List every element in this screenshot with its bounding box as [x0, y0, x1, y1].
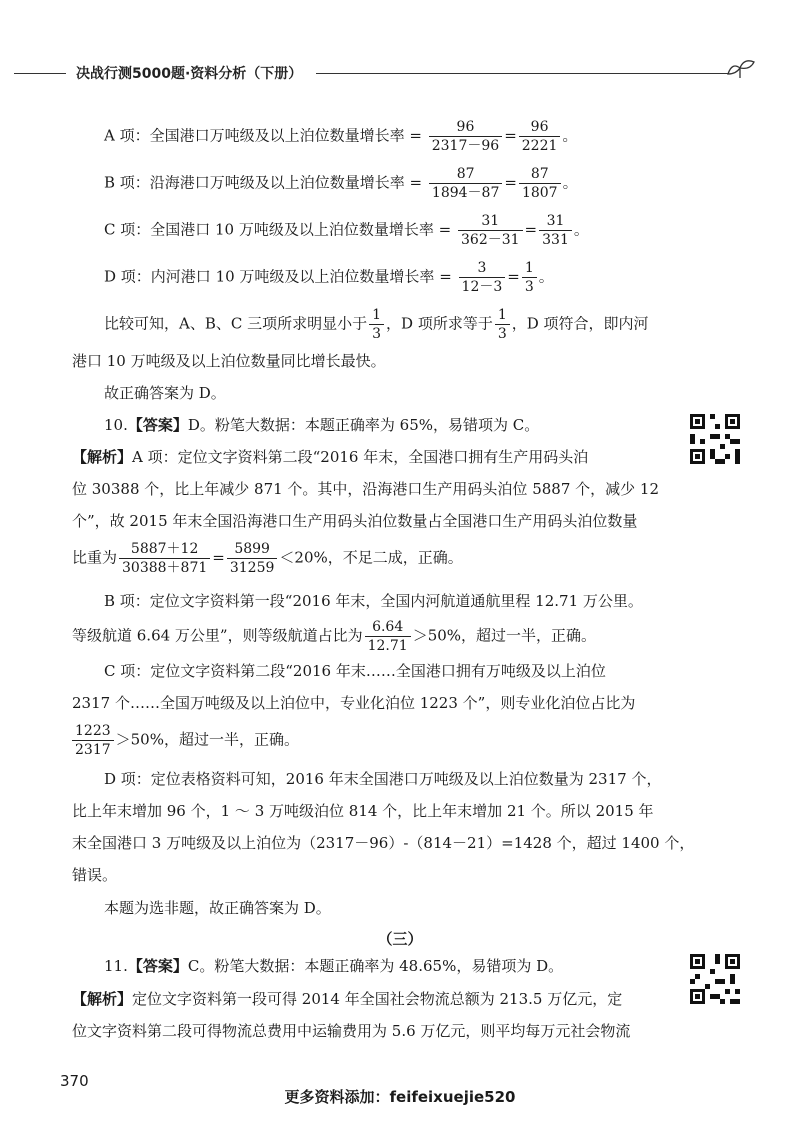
text: 定位文字资料第一段可得 2014 年全国社会物流总额为 213.5 万亿元，定: [132, 990, 623, 1008]
period: 。: [562, 173, 578, 192]
analysis-c-line-2: 2317 个……全国万吨级及以上泊位中，专业化泊位 1223 个”，则专业化泊位占比为: [72, 694, 636, 712]
numerator: 1223: [75, 723, 111, 739]
text: A 项：全国港口万吨级及以上泊位数量增长率 =: [104, 126, 422, 145]
line-c: [104, 212, 589, 249]
analysis-10-line-1: [72, 446, 588, 468]
fraction: [519, 118, 561, 155]
numerator: 96: [456, 119, 475, 135]
text: C。粉笔大数据：本题正确率为 48.65%，易错项为 D。: [187, 957, 564, 975]
analysis-tag: 【解析】: [72, 448, 133, 466]
analysis-11-line-2: 位文字资料第二段可得物流总费用中运输费用为 5.6 万亿元，则平均每万元社会物流: [72, 1022, 631, 1040]
numerator: 31: [481, 213, 500, 229]
line-b: [104, 165, 578, 202]
analysis-b-line-1: B 项：定位文字资料第一段“2016 年末，全国内河航道通航里程 12.71 万公里。: [104, 592, 643, 610]
numerator: 6.64: [372, 619, 404, 635]
question-number: 11.: [104, 957, 128, 975]
numerator: 31: [546, 213, 565, 229]
fraction: [522, 259, 537, 296]
question-number: 10.: [104, 416, 128, 434]
text: 等级航道 6.64 万公里”，则等级航道占比为: [72, 626, 363, 645]
denominator: 1894－87: [429, 183, 502, 202]
numerator: 96: [530, 119, 549, 135]
analysis-10-line-4: [72, 540, 463, 577]
equals: =: [212, 548, 225, 567]
answer-10: 本题为选非题，故正确答案为 D。: [104, 899, 331, 917]
fraction: [72, 722, 114, 759]
fraction: [539, 212, 572, 249]
equals: =: [524, 220, 538, 239]
footer-note: 更多资料添加：feifeixuejie520: [284, 1088, 516, 1106]
answer-9: 故正确答案为 D。: [104, 384, 226, 402]
denominator: 331: [539, 230, 572, 249]
text: C 项：全国港口 10 万吨级及以上泊位数量增长率 =: [104, 220, 452, 239]
question-11-answer: [104, 955, 563, 977]
answer-tag: 【答案】: [127, 957, 188, 975]
text: D 项：内河港口 10 万吨级及以上泊位数量增长率 =: [104, 267, 452, 286]
line-comparison-2: 港口 10 万吨级及以上泊位数量同比增长最快。: [72, 352, 386, 370]
denominator: 1807: [519, 183, 561, 202]
text: 比重为: [72, 548, 118, 567]
numerator: 1: [497, 307, 507, 323]
denominator: 30388＋871: [119, 558, 210, 577]
header-title: 决战行测5000题·资料分析（下册）: [76, 66, 303, 82]
numerator: 87: [456, 166, 475, 182]
qr-code-icon: [690, 414, 740, 464]
text: ，D 项所求等于: [386, 314, 493, 333]
denominator: 2317: [72, 740, 114, 759]
denominator: 2317－96: [429, 136, 502, 155]
analysis-d-line-2: 比上年末增加 96 个，1 ～ 3 万吨级泊位 814 个，比上年末增加 21 个。所以 2015 年: [72, 802, 654, 820]
analysis-10-line-3: 个”，故 2015 年末全国沿海港口生产用码头泊位数量占全国港口生产用码头泊位数量: [72, 512, 638, 530]
analysis-b-line-2: [72, 618, 596, 655]
sprout-icon: [726, 56, 756, 80]
period: 。: [573, 220, 589, 239]
period: 。: [562, 126, 578, 145]
text: A 项：定位文字资料第二段“2016 年末，全国港口拥有生产用码头泊: [132, 448, 589, 466]
fraction: [495, 306, 510, 343]
fraction: [459, 259, 506, 296]
line-comparison: [104, 306, 649, 343]
fraction: [519, 165, 561, 202]
answer-tag: 【答案】: [127, 416, 188, 434]
analysis-tag: 【解析】: [72, 990, 133, 1008]
denominator: 12.71: [365, 636, 411, 655]
text: ＞50%，超过一半，正确。: [115, 730, 299, 749]
numerator: 1: [524, 260, 534, 276]
fraction: [369, 306, 384, 343]
fraction: [458, 212, 523, 249]
denominator: 2221: [519, 136, 561, 155]
equals: =: [504, 173, 517, 192]
fraction: [429, 118, 502, 155]
line-d: [104, 259, 554, 296]
denominator: 3: [495, 324, 510, 343]
text: ，D 项符合，即内河: [511, 314, 649, 333]
analysis-c-line-1: C 项：定位文字资料第二段“2016 年末……全国港口拥有万吨级及以上泊位: [104, 662, 606, 680]
fraction: [119, 540, 210, 577]
analysis-11-line-1: [72, 988, 622, 1010]
numerator: 5887＋12: [130, 541, 199, 557]
line-a: [104, 118, 577, 155]
denominator: 31259: [227, 558, 278, 577]
header-rule-left: [14, 73, 66, 74]
numerator: 5899: [234, 541, 270, 557]
denominator: 3: [369, 324, 384, 343]
fraction: [365, 618, 411, 655]
fraction: [227, 540, 278, 577]
header-rule-right: [316, 73, 728, 74]
denominator: 362－31: [458, 230, 523, 249]
denominator: 12－3: [459, 277, 506, 296]
section-heading: （三）: [377, 930, 423, 948]
qr-code-icon: [690, 954, 740, 1004]
analysis-c-line-3: [72, 722, 299, 759]
text: D。粉笔大数据：本题正确率为 65%，易错项为 C。: [187, 416, 540, 434]
analysis-d-line-4: 错误。: [72, 866, 118, 884]
denominator: 3: [522, 277, 537, 296]
page-number: 370: [60, 1072, 89, 1090]
text: 比较可知，A、B、C 三项所求明显小于: [104, 314, 368, 333]
analysis-d-line-1: D 项：定位表格资料可知，2016 年末全国港口万吨级及以上泊位数量为 2317 个，: [104, 770, 662, 788]
text: ＜20%，不足二成，正确。: [279, 548, 463, 567]
numerator: 3: [477, 260, 487, 276]
period: 。: [538, 267, 554, 286]
text: B 项：沿海港口万吨级及以上泊位数量增长率 =: [104, 173, 423, 192]
analysis-d-line-3: 末全国港口 3 万吨级及以上泊位为（2317－96）-（814－21）=1428 个，超过 1400 个，: [72, 834, 695, 852]
question-10-answer: [104, 414, 539, 436]
equals: =: [504, 126, 517, 145]
running-header: [14, 60, 754, 88]
numerator: 87: [530, 166, 549, 182]
fraction: [429, 165, 502, 202]
equals: =: [507, 267, 520, 286]
numerator: 1: [372, 307, 382, 323]
text: ＞50%，超过一半，正确。: [412, 626, 597, 645]
analysis-10-line-2: 位 30388 个，比上年减少 871 个。其中，沿海港口生产用码头泊位 5887 个，减少 12: [72, 480, 659, 498]
